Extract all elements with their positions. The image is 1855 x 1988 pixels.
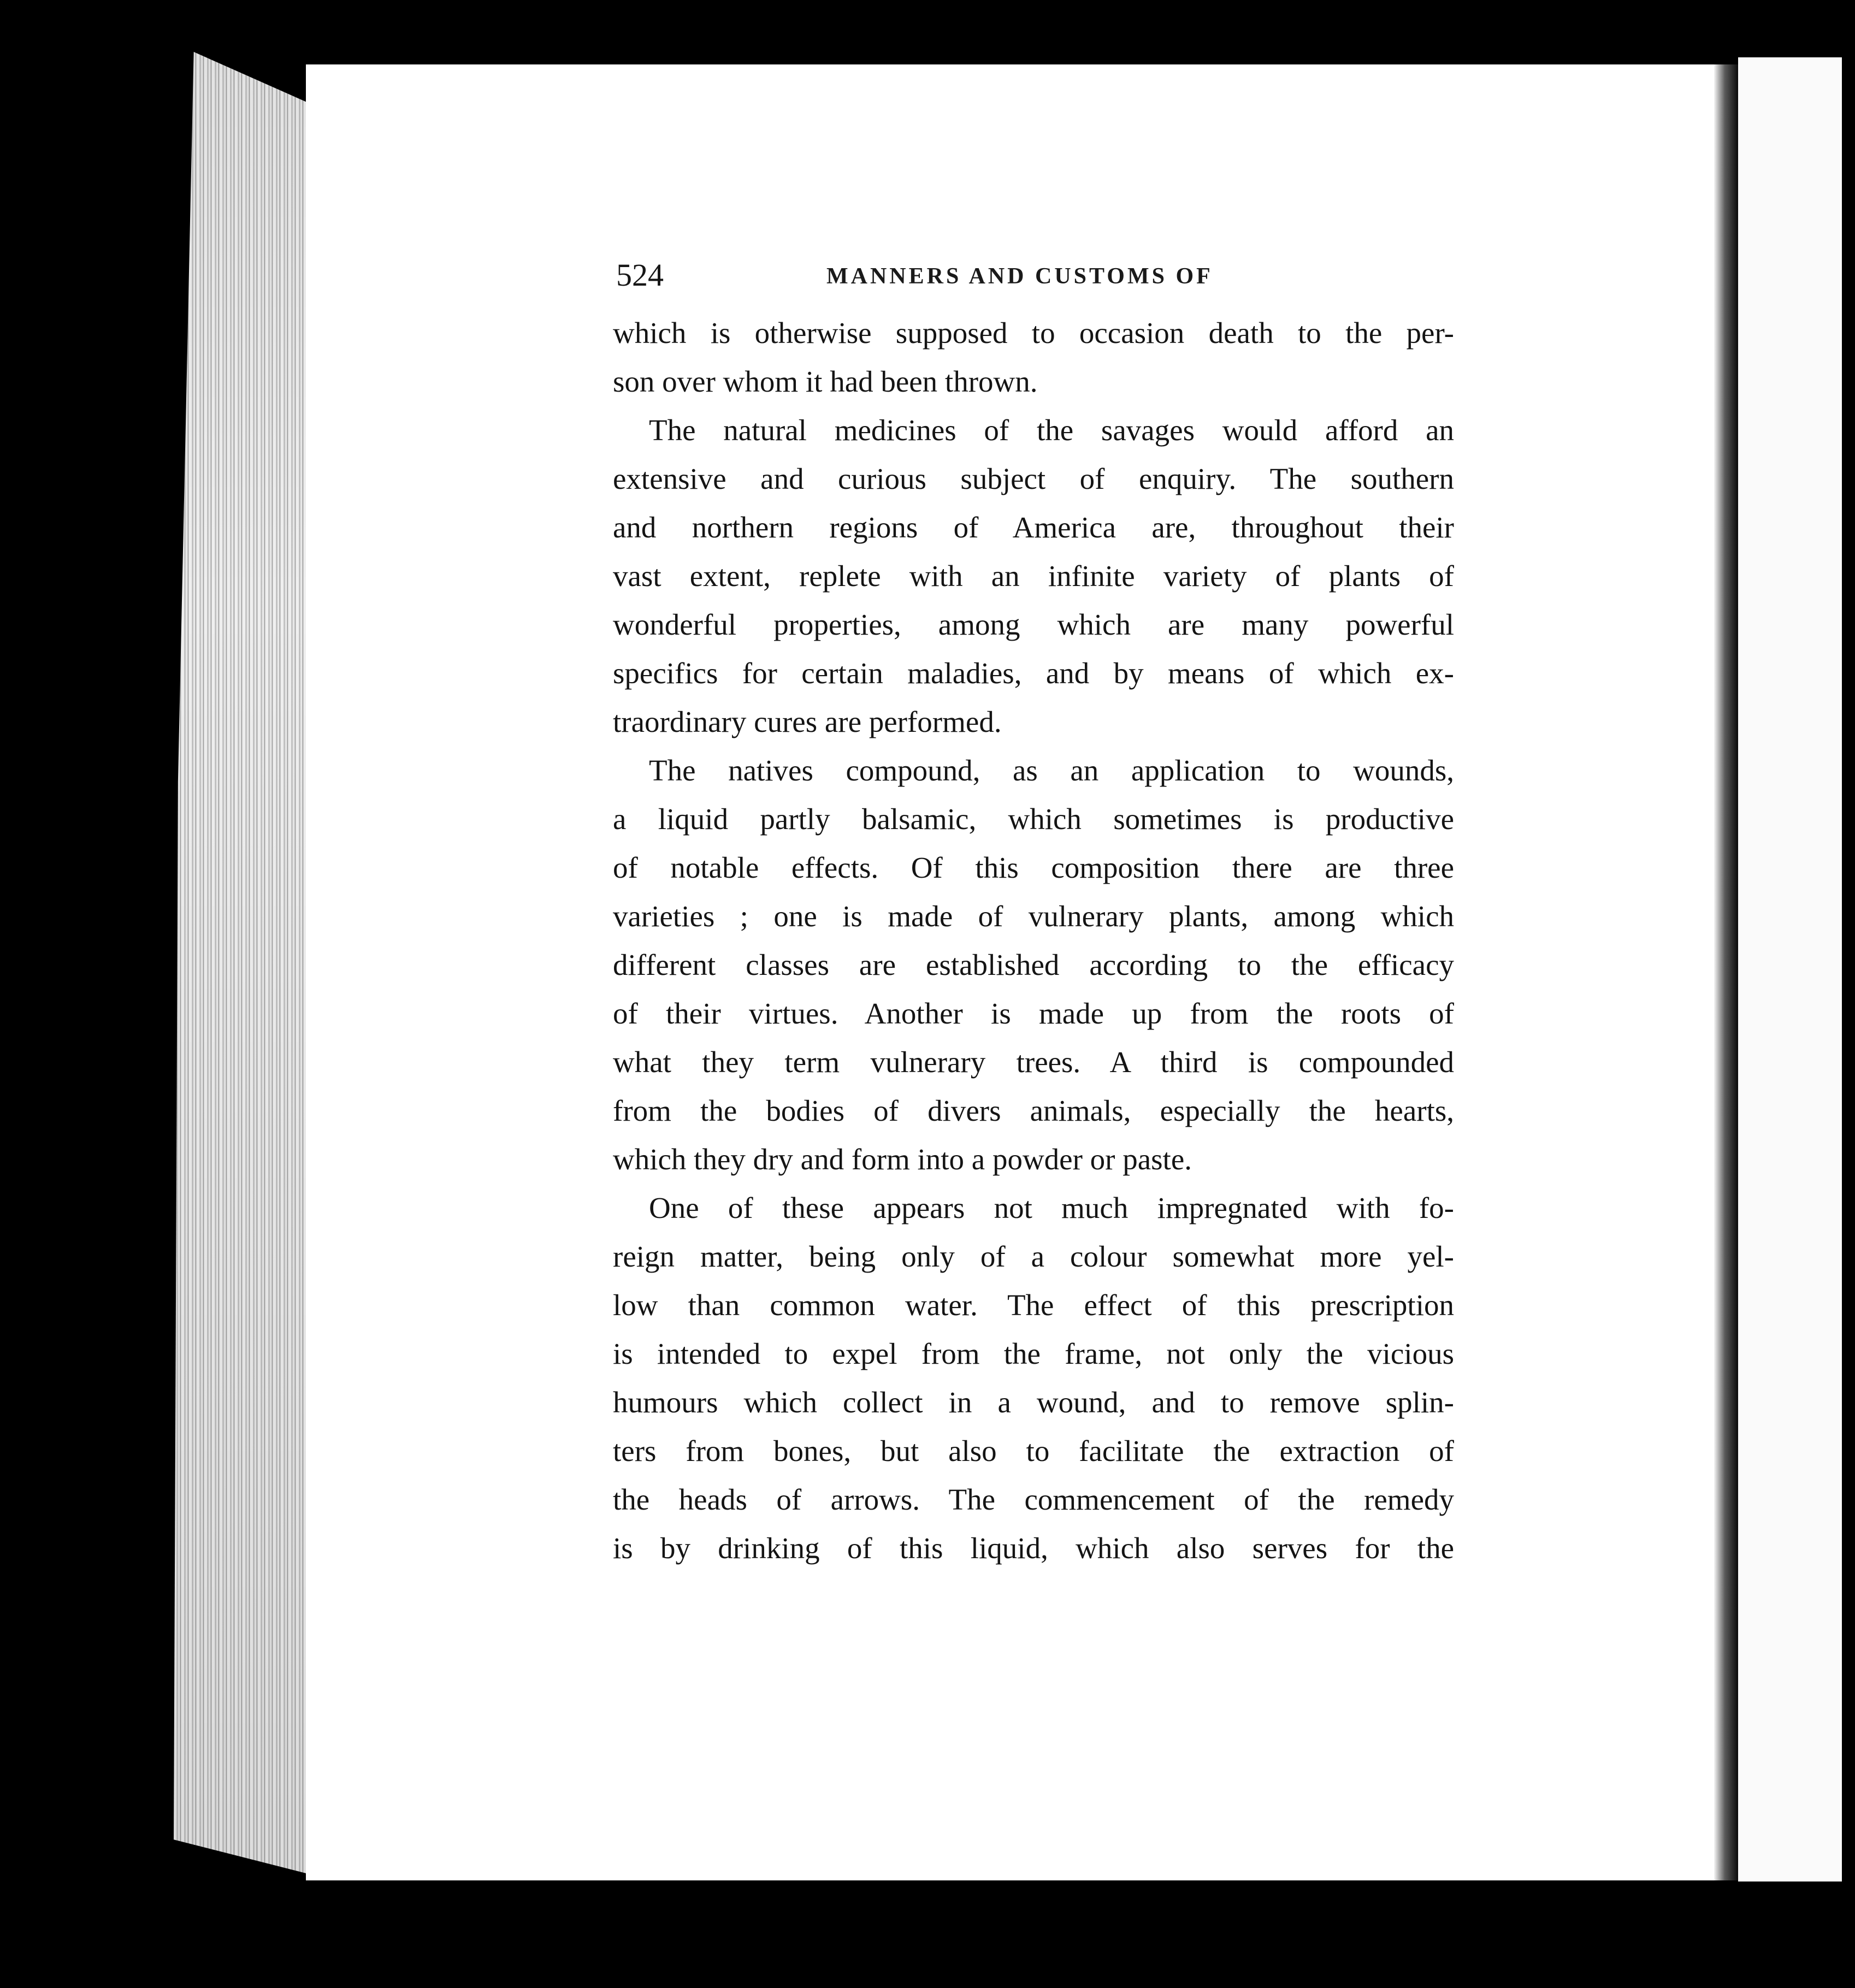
page-header bbox=[616, 257, 1435, 300]
paragraph-4 bbox=[613, 1184, 1454, 1572]
text-line: varieties ; one is made of vulnerary plants, among which bbox=[613, 900, 1454, 933]
page-number: 524 bbox=[616, 257, 664, 293]
text-line: The natural medicines of the savages would afford an bbox=[649, 413, 1454, 447]
text-line: which they dry and form into a powder or paste. bbox=[613, 1143, 1192, 1176]
page-edges-shade bbox=[174, 52, 317, 1876]
text-line: what they term vulnerary trees. A third is compounded bbox=[613, 1045, 1454, 1079]
running-head: MANNERS AND CUSTOMS OF bbox=[826, 264, 1213, 289]
text-line: extensive and curious subject of enquiry. The southern bbox=[613, 462, 1454, 495]
text-line: The natives compound, as an application to wounds, bbox=[649, 754, 1454, 787]
text-line: different classes are established according to the efficacy bbox=[613, 948, 1454, 981]
text-line: wonderful properties, among which are many powerful bbox=[613, 608, 1454, 641]
text-line: is by drinking of this liquid, which also serves for the bbox=[613, 1531, 1454, 1565]
text-line: reign matter, being only of a colour somewhat more yel- bbox=[613, 1240, 1454, 1273]
text-line: of notable effects. Of this composition there are three bbox=[613, 851, 1454, 884]
gutter-shadow bbox=[1714, 64, 1738, 1880]
facing-page bbox=[1738, 57, 1842, 1881]
text-line: humours which collect in a wound, and to remove splin- bbox=[613, 1386, 1454, 1419]
paragraph-1 bbox=[613, 309, 1454, 406]
paragraph-2 bbox=[613, 406, 1454, 746]
text-line: of their virtues. Another is made up from the roots of bbox=[613, 997, 1454, 1030]
text-line: the heads of arrows. The commencement of the remedy bbox=[613, 1483, 1454, 1516]
text-line: is intended to expel from the frame, not only the vicious bbox=[613, 1337, 1454, 1370]
text-line: specifics for certain maladies, and by means of which ex- bbox=[613, 656, 1454, 690]
text-line: a liquid partly balsamic, which sometimes is productive bbox=[613, 802, 1454, 836]
text-line: ters from bones, but also to facilitate the extraction of bbox=[613, 1434, 1454, 1468]
text-line: One of these appears not much impregnated with fo- bbox=[649, 1191, 1454, 1224]
paragraph-3 bbox=[613, 746, 1454, 1184]
text-line: which is otherwise supposed to occasion death to the per- bbox=[613, 316, 1454, 350]
text-line: vast extent, replete with an infinite variety of plants of bbox=[613, 559, 1454, 593]
text-line: traordinary cures are performed. bbox=[613, 705, 1002, 738]
body-text bbox=[613, 309, 1454, 1572]
text-line: from the bodies of divers animals, especially the hearts, bbox=[613, 1094, 1454, 1127]
text-line: son over whom it had been thrown. bbox=[613, 365, 1038, 398]
text-line: and northern regions of America are, throughout their bbox=[613, 511, 1454, 544]
text-line: low than common water. The effect of this prescription bbox=[613, 1288, 1454, 1322]
